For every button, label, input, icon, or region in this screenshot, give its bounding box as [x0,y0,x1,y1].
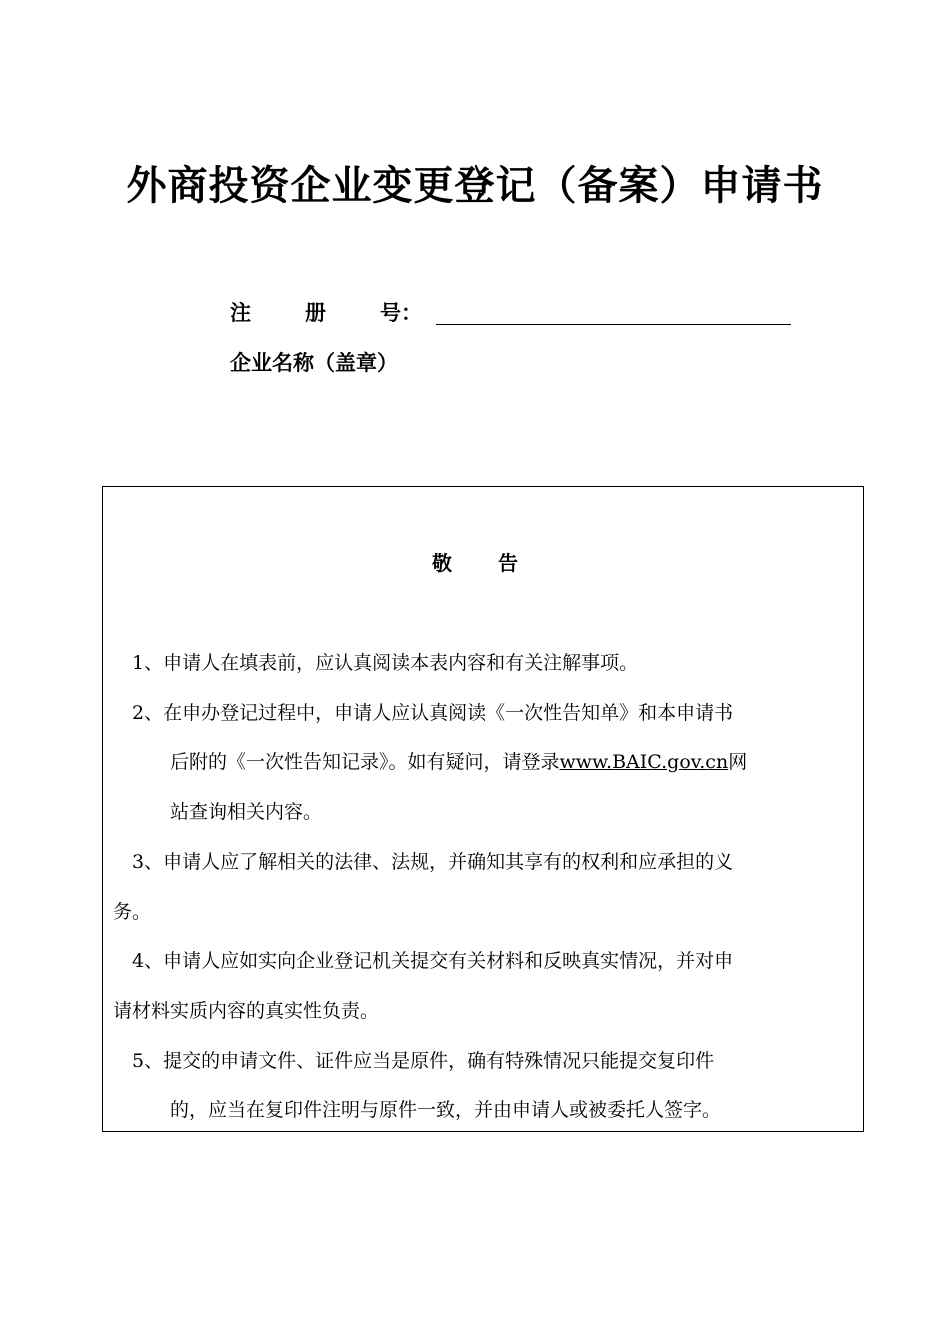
notice-item-text: 请材料实质内容的真实性负责。 [113,1000,380,1022]
notice-item-text: 申请人应如实向企业登记机关提交有关材料和反映真实情况，并对申 [163,950,734,972]
notice-item-text: 提交的申请文件、证件应当是原件，确有特殊情况只能提交复印件 [163,1050,715,1072]
notice-item-number: 5、 [132,1050,164,1072]
notice-item-text: 站查询相关内容。 [170,801,323,823]
notice-item-text: 申请人应了解相关的法律、法规，并确知其享有的权利和应承担的义 [163,851,734,873]
website-link[interactable]: www.BAIC.gov.cn [559,751,729,773]
registration-number-blank[interactable] [436,324,791,325]
notice-item-5 [132,1046,714,1076]
document-title: 外商投资企业变更登记（备案）申请书 [126,163,824,209]
registration-number-label: 注 册 号： [230,301,422,325]
notice-item-2-line-3 [170,797,322,827]
notice-item-number: 2、 [132,702,164,724]
notice-item-3-line-2 [113,897,151,927]
notice-item-5-line-2 [170,1095,721,1125]
notice-item-number: 1、 [132,652,164,674]
notice-item-text: 网 [728,751,748,773]
notice-item-1 [132,648,638,678]
notice-title: 敬 告 [432,551,518,575]
notice-item-2 [132,698,733,728]
notice-item-text: 后附的《一次性告知记录》。如有疑问，请登录 [170,751,560,773]
notice-item-4 [132,946,733,976]
notice-item-number: 4、 [132,950,164,972]
notice-item-text: 务。 [113,901,152,923]
registration-number-field [230,297,422,329]
notice-item-number: 3、 [132,851,164,873]
company-name-field [230,347,398,379]
notice-item-3 [132,847,733,877]
notice-item-2-line-2 [170,747,747,777]
notice-item-text: 在申办登记过程中，申请人应认真阅读《一次性告知单》和本申请书 [163,702,734,724]
notice-item-text: 申请人在填表前，应认真阅读本表内容和有关注解事项。 [163,652,639,674]
notice-item-text: 的，应当在复印件注明与原件一致，并由申请人或被委托人签字。 [170,1099,722,1121]
notice-item-4-line-2 [113,996,379,1026]
company-name-label: 企业名称（盖章） [230,351,398,375]
